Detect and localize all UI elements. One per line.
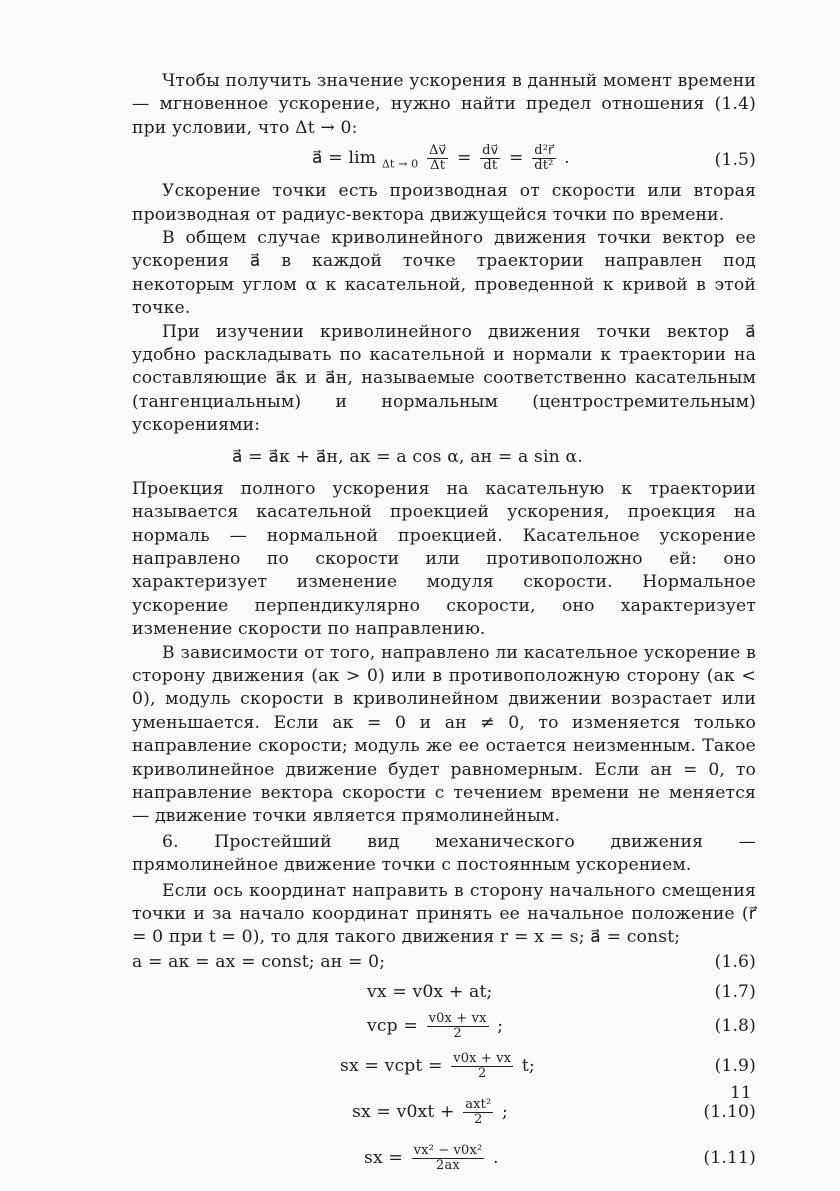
eq19-bot: 2: [478, 1066, 487, 1082]
equation-1-9-body: [340, 1052, 535, 1081]
eq111-lhs: sx =: [364, 1148, 403, 1169]
eq18-lhs: vср =: [367, 1016, 418, 1037]
paragraph-2: Ускорение точки есть производная от скорости или вторая производная от радиус-вектора движущейся точки по времени.: [132, 181, 756, 225]
eq18-frac: [427, 1012, 489, 1041]
paragraph-6: В зависимости от того, направлено ли касательное ускорение в сторону движения (aк > 0) или в противоположную сторону (aк < 0), модуль скорости в криволинейном движении возрастает или уменьшается. Если aк = 0 и aн ≠ 0, то изменяется только направление скорости; модуль же ее остается неизменным. Такое криволинейное движение будет равномерным. Если aн = 0, то направление вектора скорости с течением времени не меняется — движение точки является прямолинейным.: [132, 642, 756, 827]
equation-number-1-10: (1.10): [703, 1102, 756, 1123]
eq111-frac: [412, 1144, 485, 1173]
eq18-tail: ;: [497, 1016, 504, 1037]
equation-number-1-6: (1.6): [714, 952, 756, 973]
eq15-f3-bot: dt²: [534, 158, 554, 174]
equation-1-5-body: a⃗ = lim $_{\Delta t \to 0}$ $\frac{\Delta v⃗}{\Delta t}$ = $\frac{dv⃗}{dt}$ = $\frac{\text{d²r⃗}}{\text{dt²}}$ .: [312, 143, 570, 174]
eq15-f1-bot: Δt: [430, 158, 446, 174]
eq111-top: vx² − v0x²: [413, 1143, 483, 1159]
paragraph-8: Если ось координат направить в сторону начального смещения точки и за начало координат принять ее начальное положение (r⃗ = 0 при t = 0), то для такого движения r = x = s; a⃗ = const;: [132, 880, 756, 948]
equation-decomposition-body: a⃗ = a⃗к + a⃗н, aк = a cos α, aн = a sin α.: [232, 446, 583, 467]
eq19-top: v0x + vx: [453, 1051, 512, 1067]
equation-1-11: [132, 1136, 756, 1182]
paragraph-3: В общем случае криволинейного движения точки вектор ее ускорения a⃗ в каждой точке траектории направлен под некоторым углом α к касательной, проведенной к кривой в этой точке.: [132, 228, 756, 319]
equation-1-8-body: [367, 1012, 503, 1041]
eq18-bot: 2: [453, 1026, 462, 1042]
eq15-lhs: a⃗ = lim: [312, 148, 377, 169]
equation-number-1-8: (1.8): [714, 1016, 756, 1037]
eq19-tail: t;: [521, 1056, 535, 1077]
eq15-frac2: [480, 144, 500, 173]
eq111-tail: .: [492, 1148, 499, 1169]
equation-1-8: [132, 1010, 756, 1044]
eq110-bot: 2: [474, 1112, 483, 1128]
equation-1-9: [132, 1044, 756, 1090]
paragraph-5: Проекция полного ускорения на касательную к траектории называется касательной проекцией ускорения, проекция на нормаль — нормальной проекцией. Касательное ускорение направлено по скорости или противоположно ей: оно характеризует изменение модуля скорости. Нормальное ускорение перпендикулярно скорости, оно характеризует изменение скорости по направлению.: [132, 478, 756, 640]
equation-1-6-body: a = aк = ax = const; aн = 0;: [132, 952, 386, 973]
equation-1-7-body: vx = v0x + at;: [367, 982, 493, 1003]
equation-number-1-5: (1.5): [714, 149, 756, 170]
equation-number-1-11: (1.11): [703, 1148, 756, 1169]
equation-1-6: [132, 950, 756, 976]
eq15-f3-top: d²r⃗: [534, 143, 554, 159]
eq15-f2-bot: dt: [483, 158, 498, 174]
equation-decomposition: [132, 438, 756, 478]
eq15-sub: Δt → 0: [381, 157, 419, 171]
eq19-lhs: sx = vсрt =: [340, 1056, 443, 1077]
eq15-frac3: [532, 144, 555, 173]
equation-number-1-9: (1.9): [714, 1056, 756, 1077]
eq110-tail: ;: [501, 1102, 508, 1123]
page-number: 11: [730, 1083, 752, 1103]
equation-1-10: [132, 1090, 756, 1136]
eq110-frac: [463, 1098, 493, 1127]
eq110-top: axt²: [465, 1097, 492, 1113]
eq111-bot: 2ax: [436, 1158, 460, 1174]
eq15-f2-top: dv⃗: [482, 143, 499, 159]
paragraph-4: При изучении криволинейного движения точки вектор a⃗ удобно раскладывать по касательной и нормали к траектории на составляющие a⃗к и a⃗н, называемые соответственно касательным (тангенциальным) и нормальным (центростремительным) ускорениями:: [132, 321, 756, 436]
equation-1-7: [132, 976, 756, 1010]
eq15-tail: .: [564, 148, 570, 169]
equation-1-10-body: [352, 1098, 508, 1127]
equation-1-5: [132, 140, 756, 180]
equation-1-11-body: [364, 1144, 499, 1173]
eq19-frac: [451, 1052, 513, 1081]
equation-number-1-7: (1.7): [714, 982, 756, 1003]
paragraph-1: Чтобы получить значение ускорения в данный момент времени — мгновенное ускорение, нужно найти предел отношения (1.4) при условии, что Δt → 0:: [132, 71, 757, 138]
eq15-frac1: [427, 144, 448, 173]
eq110-lhs: sx = v0xt +: [352, 1102, 455, 1123]
eq15-f1-top: Δv⃗: [428, 143, 447, 159]
paragraph-7: 6. Простейший вид механического движения — прямолинейное движение точки с постоянным ускорением.: [132, 831, 756, 876]
eq18-top: v0x + vx: [428, 1011, 487, 1027]
page-body: [132, 70, 756, 1182]
